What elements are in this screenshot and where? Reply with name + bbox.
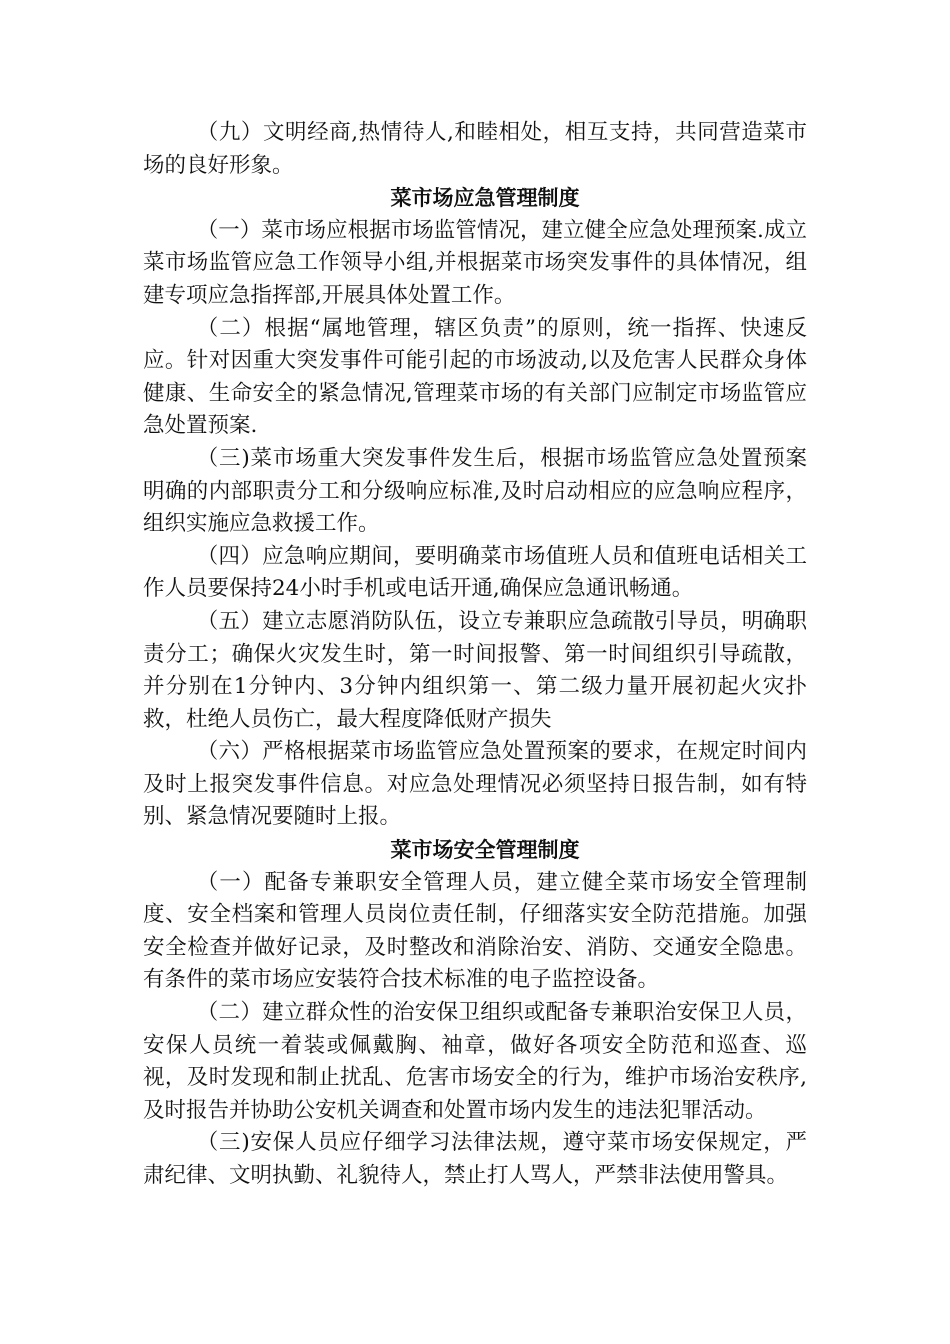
paragraph-emergency-1: （一）菜市场应根据市场监管情况，建立健全应急处理预案.成立菜市场监管应急工作领导小组,并根据菜市场突发事件的具体情况，组建专项应急指挥部,开展具体处置工作。 [143,217,807,308]
paragraph-emergency-3: （三)菜市场重大突发事件发生后，根据市场监管应急处置预案明确的内部职责分工和分级响应标准,及时启动相应的应急响应程序，组织实施应急救援工作。 [143,445,807,537]
paragraph-emergency-6: （六）严格根据菜市场监管应急处置预案的要求，在规定时间内及时上报突发事件信息。对应急处理情况必须坚持日报告制，如有特别、紧急情况要随时上报。 [143,739,807,830]
paragraph-item-9: （九）文明经商,热情待人,和睦相处，相互支持，共同营造菜市场的良好形象。 [143,120,807,178]
paragraph-emergency-2: （二）根据“属地管理，辖区负责”的原则，统一指挥、快速反应。针对因重大突发事件可能引起的市场波动,以及危害人民群众身体健康、生命安全的紧急情况,管理菜市场的有关部门应制定市场监管应急处置预案. [143,315,807,439]
paragraph-emergency-4: （四）应急响应期间，要明确菜市场值班人员和值班电话相关工作人员要保持24小时手机或电话开通,确保应急通讯畅通。 [143,543,807,602]
document-page [143,117,807,1193]
paragraph-safety-1: （一）配备专兼职安全管理人员，建立健全菜市场安全管理制度、安全档案和管理人员岗位责任制，仔细落实安全防范措施。加强安全检查并做好记录，及时整改和消除治安、消防、交通安全隐患。有条件的菜市场应安装符合技术标准的电子监控设备。 [143,869,807,993]
heading-safety-management: 菜市场安全管理制度 [390,838,580,863]
paragraph-emergency-5: （五）建立志愿消防队伍，设立专兼职应急疏散引导员，明确职责分工；确保火灾发生时，第一时间报警、第一时间组织引导疏散，并分别在1分钟内、3分钟内组织第一、第二级力量开展初起火灾扑救，杜绝人员伤亡，最大程度降低财产损失 [143,608,807,732]
heading-emergency-management: 菜市场应急管理制度 [390,186,580,211]
paragraph-safety-3: （三)安保人员应仔细学习法律法规，遵守菜市场安保规定，严肃纪律、文明执勤、礼貌待人，禁止打人骂人，严禁非法使用警具。 [143,1130,807,1188]
paragraph-safety-2: （二）建立群众性的治安保卫组织或配备专兼职治安保卫人员，安保人员统一着装或佩戴胸、袖章，做好各项安全防范和巡查、巡视，及时发现和制止扰乱、危害市场安全的行为，维护市场治安秩序,及时报告并协助公安机关调查和处置市场内发生的违法犯罪活动。 [143,1000,807,1123]
